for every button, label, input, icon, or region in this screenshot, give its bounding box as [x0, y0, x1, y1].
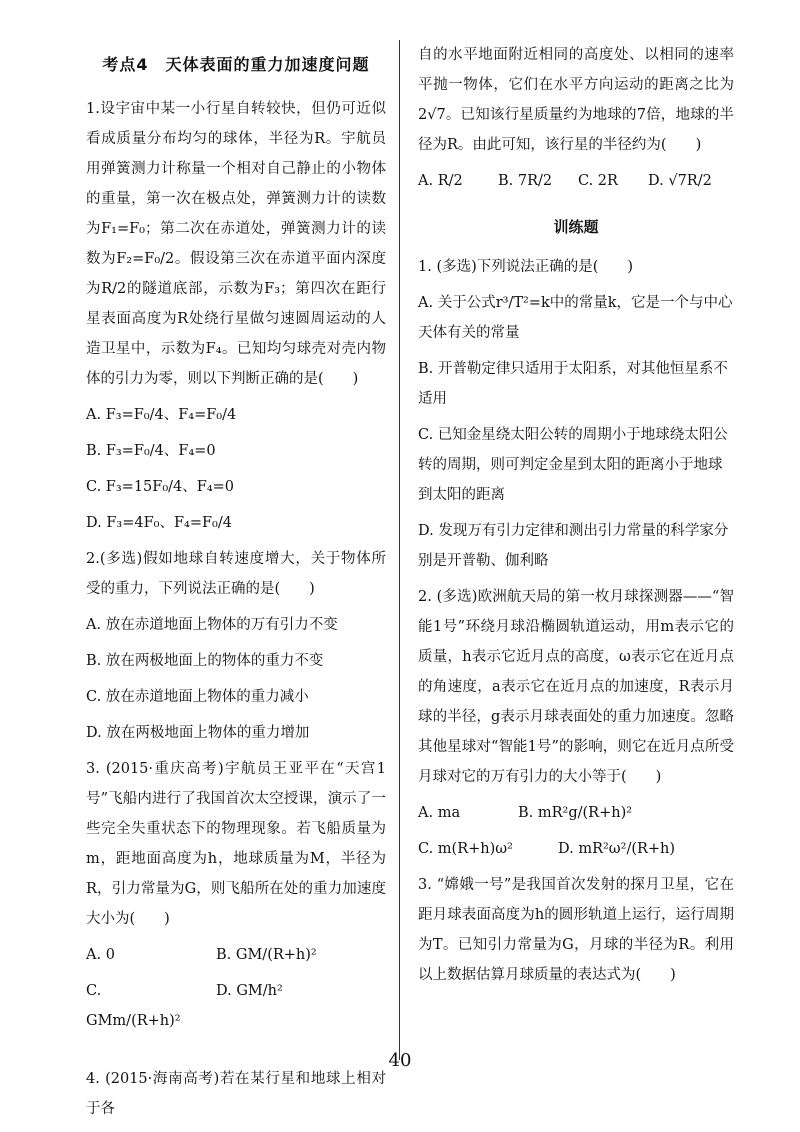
question-2-text: 2.(多选)假如地球自转速度增大，关于物体所受的重力，下列说法正确的是( ) [86, 551, 386, 597]
question-3-text: 3. (2015·重庆高考)宇航员王亚平在“天宫1号”飞船内进行了我国首次太空授课，演示了一些完全失重状态下的物理现象。若飞船质量为m，距地面高度为h，地球质量为M，半径为R，引力常量为G，则飞船所在处的重力加速度大小为( ) [86, 761, 386, 927]
question-1-option-d: D. F₃=4F₀、F₄=F₀/4 [86, 515, 232, 531]
training-heading: 训练题 [553, 218, 599, 236]
question-4-option-b: B. 7R/2 [498, 173, 553, 189]
training-2-options-row-1 [418, 798, 734, 828]
training-2-option-c: C. m(R+h)ω² [418, 841, 513, 857]
training-2-option-a: A. ma [418, 805, 461, 821]
column-divider [399, 40, 400, 1060]
question-2-option-c: C. 放在赤道地面上物体的重力减小 [86, 689, 309, 705]
question-1-option-b: B. F₃=F₀/4、F₄=0 [86, 443, 216, 459]
question-3-options-row-1 [86, 940, 386, 970]
question-3-option-a: A. 0 [86, 947, 115, 963]
question-4-option-d: D. √7R/2 [648, 173, 712, 189]
question-2-option-b: B. 放在两极地面上的物体的重力不变 [86, 653, 324, 669]
question-2-option-d: D. 放在两极地面上物体的重力增加 [86, 725, 310, 741]
question-1-option-c: C. F₃=15F₀/4、F₄=0 [86, 479, 235, 495]
question-1-option-a: A. F₃=F₀/4、F₄=F₀/4 [86, 407, 237, 423]
training-1-option-c: C. 已知金星绕太阳公转的周期小于地球绕太阳公转的周期，则可判定金星到太阳的距离小于地球到太阳的距离 [418, 427, 728, 503]
section-heading: 考点4 天体表面的重力加速度问题 [102, 55, 370, 74]
training-2-option-d: D. mR²ω²/(R+h) [558, 841, 676, 857]
training-1-option-d: D. 发现万有引力定律和测出引力常量的科学家分别是开普勒、伽利略 [418, 523, 729, 569]
right-column [418, 40, 734, 990]
question-3-options-row-2 [86, 976, 386, 1036]
question-3-option-c: C. GMm/(R+h)² [86, 983, 181, 1029]
question-4-options [418, 166, 734, 196]
question-3-option-d: D. GM/h² [216, 983, 283, 999]
question-4-option-c: C. 2R [578, 173, 618, 189]
question-2-option-a: A. 放在赤道地面上物体的万有引力不变 [86, 617, 338, 633]
training-1-option-b: B. 开普勒定律只适用于太阳系，对其他恒星系不适用 [418, 361, 728, 407]
training-2-text: 2. (多选)欧洲航天局的第一枚月球探测器——“智能1号”环绕月球沿椭圆轨道运动，用m表示它的质量，h表示它近月点的高度，ω表示它在近月点的角速度，a表示它在近月点的加速度，R表示月球的半径，g表示月球表面处的重力加速度。忽略其他星球对“智能1号”的影响，则它在近月点所受月球对它的万有引力的大小等于( ) [418, 589, 734, 785]
training-2-option-b: B. mR²g/(R+h)² [518, 805, 633, 821]
question-4-start: 4. (2015·海南高考)若在某行星和地球上相对于各 [86, 1071, 386, 1117]
question-1-text: 1.设宇宙中某一小行星自转较快，但仍可近似看成质量分布均匀的球体，半径为R。宇航员用弹簧测力计称量一个相对自己静止的小物体的重量，第一次在极点处，弹簧测力计的读数为F₁=F₀；第二次在赤道处，弹簧测力计的读数为F₂=F₀/2。假设第三次在赤道平面内深度为R/2的隧道底部，示数为F₃；第四次在距行星表面高度为R处绕行星做匀速圆周运动的人造卫星中，示数为F₄。已知均匀球壳对壳内物体的引力为零，则以下判断正确的是( ) [86, 101, 386, 387]
training-1-option-a: A. 关于公式r³/T²=k中的常量k，它是一个与中心天体有关的常量 [418, 295, 733, 341]
left-column [86, 40, 386, 1124]
training-1-text: 1. (多选)下列说法正确的是( ) [418, 259, 634, 275]
question-4-option-a: A. R/2 [418, 173, 463, 189]
page-number: 40 [388, 1050, 412, 1071]
training-3-text: 3. “嫦娥一号”是我国首次发射的探月卫星，它在距月球表面高度为h的圆形轨道上运行，运行周期为T。已知引力常量为G，月球的半径为R。利用以上数据估算月球质量的表达式为( ) [418, 877, 734, 983]
question-3-option-b: B. GM/(R+h)² [216, 947, 317, 963]
question-4-continued: 自的水平地面附近相同的高度处、以相同的速率平抛一物体，它们在水平方向运动的距离之比为2√7。已知该行星质量约为地球的7倍，地球的半径为R。由此可知，该行星的半径约为( ) [418, 47, 734, 153]
training-2-options-row-2 [418, 834, 734, 864]
